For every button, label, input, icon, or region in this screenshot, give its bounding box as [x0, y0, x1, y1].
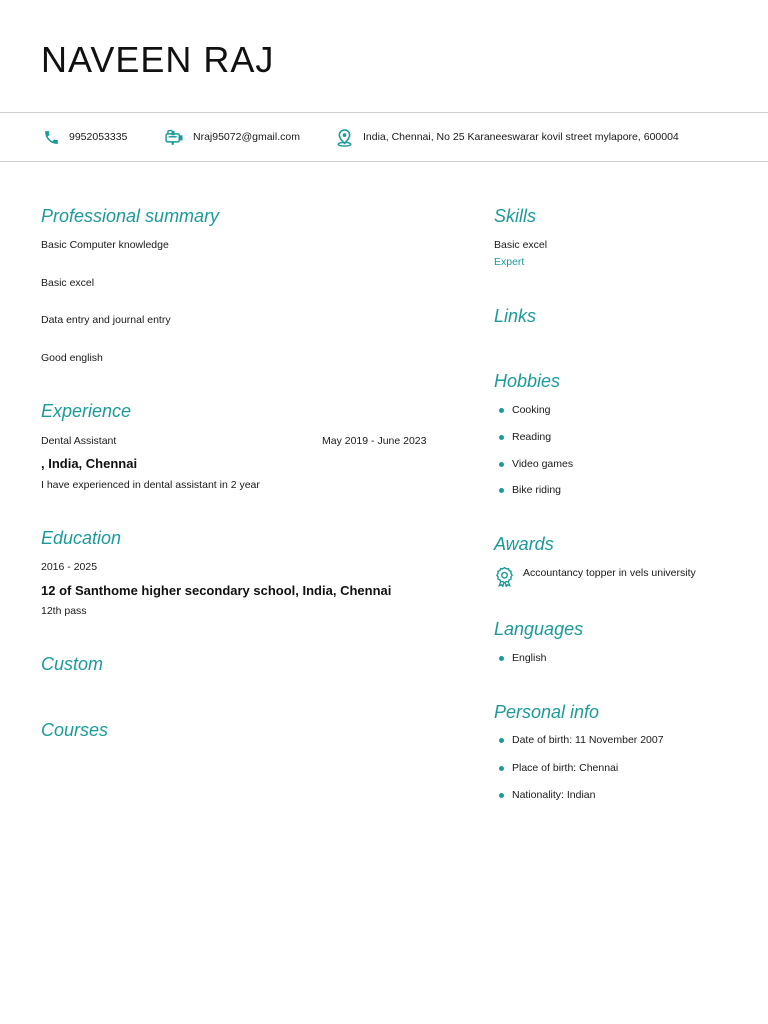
personal-info-label: Place of birth: Chennai	[512, 762, 619, 774]
bullet-dot	[499, 766, 504, 771]
hobby-item	[499, 404, 551, 417]
award-label: Accountancy topper in vels university	[523, 567, 696, 579]
summary-line: Basic Computer knowledge	[41, 239, 169, 251]
personal-info-label: Date of birth: 11 November 2007	[512, 734, 664, 746]
experience-role: Dental Assistant	[41, 435, 117, 447]
hobby-item	[499, 431, 551, 444]
resume-name: NAVEEN RAJ	[41, 39, 275, 80]
skill-level: Expert	[494, 256, 525, 268]
experience-title: Experience	[41, 401, 132, 421]
address-text: India, Chennai, No 25 Karaneeswarar kovil street mylapore, 600004	[363, 131, 679, 143]
personal-info-title: Personal info	[494, 702, 600, 722]
education-title: Education	[41, 528, 122, 548]
contact-phone[interactable]	[43, 113, 127, 161]
hobby-label: Cooking	[512, 404, 551, 416]
award-item	[494, 566, 696, 587]
personal-info-label: Nationality: Indian	[512, 789, 596, 801]
professional-summary-title: Professional summary	[41, 206, 220, 226]
phone-text: 9952053335	[69, 131, 128, 143]
contact-bar	[0, 112, 768, 162]
hobby-label: Reading	[512, 431, 552, 443]
summary-line: Good english	[41, 352, 103, 364]
awards-title: Awards	[494, 534, 554, 554]
personal-info-item	[499, 734, 664, 747]
personal-info-item	[499, 762, 618, 775]
links-title: Links	[494, 306, 537, 326]
award-badge-icon	[494, 566, 515, 587]
experience-place: , India, Chennai	[41, 456, 138, 471]
email-text: Nraj95072@gmail.com	[193, 131, 300, 143]
bullet-dot	[499, 738, 504, 743]
hobby-item	[499, 458, 573, 471]
skills-title: Skills	[494, 206, 537, 226]
bullet-dot	[499, 435, 504, 440]
bullet-dot	[499, 656, 504, 661]
languages-title: Languages	[494, 619, 584, 639]
location-pin-icon	[335, 128, 354, 147]
experience-dates: May 2019 - June 2023	[322, 435, 427, 447]
language-label: English	[512, 652, 547, 664]
phone-icon	[43, 129, 60, 146]
hobbies-title: Hobbies	[494, 371, 561, 391]
contact-email[interactable]	[165, 113, 300, 161]
summary-line: Basic excel	[41, 277, 95, 289]
experience-description: I have experienced in dental assistant in 2 year	[41, 479, 260, 491]
bullet-dot	[499, 408, 504, 413]
hobby-label: Bike riding	[512, 484, 562, 496]
skill-name: Basic excel	[494, 239, 548, 251]
hobby-label: Video games	[512, 458, 574, 470]
courses-title: Courses	[41, 720, 109, 740]
bullet-dot	[499, 793, 504, 798]
education-dates: 2016 - 2025	[41, 561, 98, 573]
bullet-dot	[499, 488, 504, 493]
custom-title: Custom	[41, 654, 104, 674]
personal-info-item	[499, 789, 595, 802]
language-item	[499, 652, 546, 665]
contact-address[interactable]	[335, 113, 679, 161]
mailbox-icon	[165, 129, 184, 146]
bullet-dot	[499, 462, 504, 467]
education-school: 12 of Santhome higher secondary school, India, Chennai	[41, 583, 392, 598]
education-detail: 12th pass	[41, 605, 87, 617]
summary-line: Data entry and journal entry	[41, 314, 171, 326]
hobby-item	[499, 484, 561, 497]
